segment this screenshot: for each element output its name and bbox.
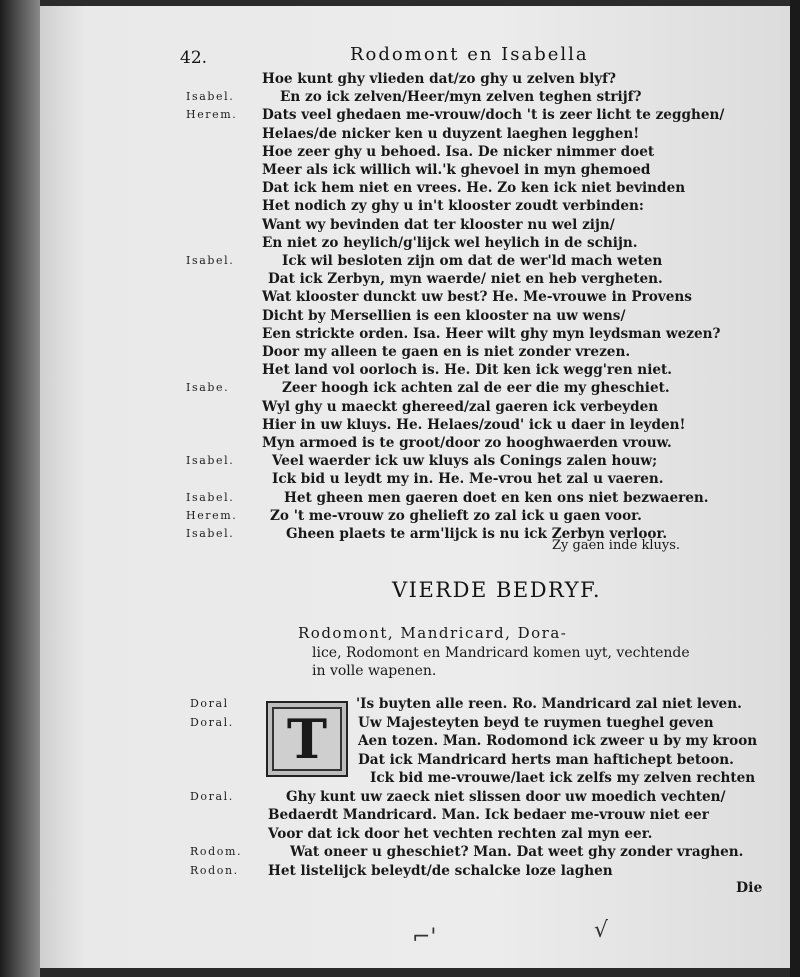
- verse-line: Het listelijck beleydt/de schalcke loze laghen: [268, 862, 613, 879]
- verse-line: Voor dat ick door het vechten rechten zal myn eer.: [268, 825, 653, 842]
- page-edge-shadow: [790, 0, 800, 977]
- speaker-name: Rodom.: [190, 845, 243, 858]
- speaker-name: Isabel.: [186, 527, 235, 540]
- verse-line: Wyl ghy u maeckt ghereed/zal gaeren ick verbeyden: [262, 398, 659, 415]
- verse-line: Wat klooster dunckt uw best? He. Me-vrouwe in Provens: [262, 289, 692, 306]
- verse-line: Het land vol oorloch is. He. Dit ken ick wegg'ren niet.: [262, 362, 673, 379]
- speaker-name: Rodon.: [190, 863, 239, 877]
- cast-list-line-1: Rodomont, Mandricard, Dora-: [298, 624, 568, 642]
- verse-line: Een strickte orden. Isa. Heer wilt ghy myn leydsman wezen?: [262, 325, 721, 342]
- verse-line: Veel waerder ick uw kluys als Conings zalen houw;: [272, 453, 658, 470]
- verse-line: Het gheen men gaeren doet en ken ons niet bezwaeren.: [284, 489, 709, 506]
- verse-line: Ghy kunt uw zaeck niet slissen door uw moedich vechten/: [286, 788, 726, 805]
- verse-line: Want wy bevinden dat ter klooster nu wel zijn/: [262, 216, 615, 233]
- verse-line: Dat ick Mandricard herts man haftichept betoon.: [358, 751, 734, 768]
- verse-line: Dicht by Mersellien is een klooster na uw wens/: [262, 307, 626, 324]
- verse-line: Het nodich zy ghy u in't klooster zoudt verbinden:: [262, 198, 644, 215]
- book-binding: [0, 0, 40, 977]
- verse-line: Uw Majesteyten beyd te ruymen tueghel geven: [358, 714, 714, 731]
- verse-line: Dat ick hem niet en vrees. He. Zo ken ick niet bevinden: [262, 180, 686, 197]
- catchword: Die: [736, 880, 763, 896]
- speaker-name: Isabel.: [186, 490, 235, 504]
- verse-line: Door my alleen te gaen en is niet zonder vrezen.: [262, 344, 631, 360]
- verse-line: Hoe zeer ghy u behoed. Isa. De nicker nimmer doet: [262, 143, 655, 160]
- verse-line: Ick bid me-vrouwe/laet ick zelfs my zelven rechten: [370, 770, 756, 786]
- verse-line: Zeer hoogh ick achten zal de eer die my gheschiet.: [282, 380, 670, 397]
- verse-line: Ick wil besloten zijn om dat de wer'ld mach weten: [282, 253, 663, 269]
- verse-line: 'Is buyten alle reen. Ro. Mandricard zal niet leven.: [356, 696, 742, 712]
- verse-line: Dats veel ghedaen me-vrouw/doch 't is zeer licht te zegghen/: [262, 107, 725, 124]
- decorated-initial: T: [266, 701, 348, 777]
- speaker-name: Doral: [190, 697, 229, 710]
- verse-line: Helaes/de nicker ken u duyzent laeghen legghen!: [262, 125, 640, 142]
- act-heading: VIERDE BEDRYF.: [392, 578, 602, 602]
- verse-line: En zo ick zelven/Heer/myn zelven teghen strijf?: [280, 89, 642, 106]
- verse-line: Dat ick Zerbyn, myn waerde/ niet en heb vergheten.: [268, 271, 663, 288]
- verse-line: Aen tozen. Man. Rodomond ick zweer u by my kroon: [358, 733, 758, 749]
- speaker-name: Doral.: [190, 789, 234, 803]
- verse-line: Zo 't me-vrouw zo ghelieft zo zal ick u gaen voor.: [270, 507, 642, 524]
- speaker-name: Herem.: [186, 508, 238, 522]
- running-title: Rodomont en Isabella: [350, 44, 589, 65]
- handwritten-mark-right: √: [594, 918, 609, 943]
- verse-line: Hier in uw kluys. He. Helaes/zoud' ick u daer in leyden!: [262, 416, 686, 433]
- speaker-name: Isabel.: [186, 90, 235, 104]
- cast-list-line-2: lice, Rodomont en Mandricard komen uyt, vechtende: [312, 645, 690, 661]
- verse-line: Myn armoed is te groot/door zo hooghwaerden vrouw.: [262, 435, 672, 451]
- speaker-name: Isabe.: [186, 381, 230, 395]
- verse-line: Hoe kunt ghy vlieden dat/zo ghy u zelven blyf?: [262, 71, 616, 87]
- page-number: 42.: [180, 48, 208, 68]
- verse-line: En niet zo heylich/g'lijck wel heylich in de schijn.: [262, 234, 638, 251]
- speaker-name: Herem.: [186, 108, 238, 122]
- verse-line: Bedaerdt Mandricard. Man. Ick bedaer me-vrouw niet eer: [268, 807, 709, 823]
- speaker-name: Isabel.: [186, 254, 235, 267]
- cast-list-line-3: in volle wapenen.: [312, 663, 437, 679]
- verse-line: Meer als ick willich wil.'k ghevoel in myn ghemoed: [262, 162, 651, 178]
- stage-direction: Zy gaen inde kluys.: [552, 538, 681, 553]
- speaker-name: Isabel.: [186, 454, 235, 468]
- speaker-name: Doral.: [190, 715, 234, 729]
- verse-line: Gheen plaets te arm'lijck is nu ick Zerbyn verloor.: [286, 526, 668, 542]
- verse-line: Ick bid u leydt my in. He. Me-vrou het zal u vaeren.: [272, 471, 664, 488]
- handwritten-mark-left: ⌐': [412, 925, 437, 950]
- verse-line: Wat oneer u gheschiet? Man. Dat weet ghy zonder vraghen.: [290, 844, 744, 860]
